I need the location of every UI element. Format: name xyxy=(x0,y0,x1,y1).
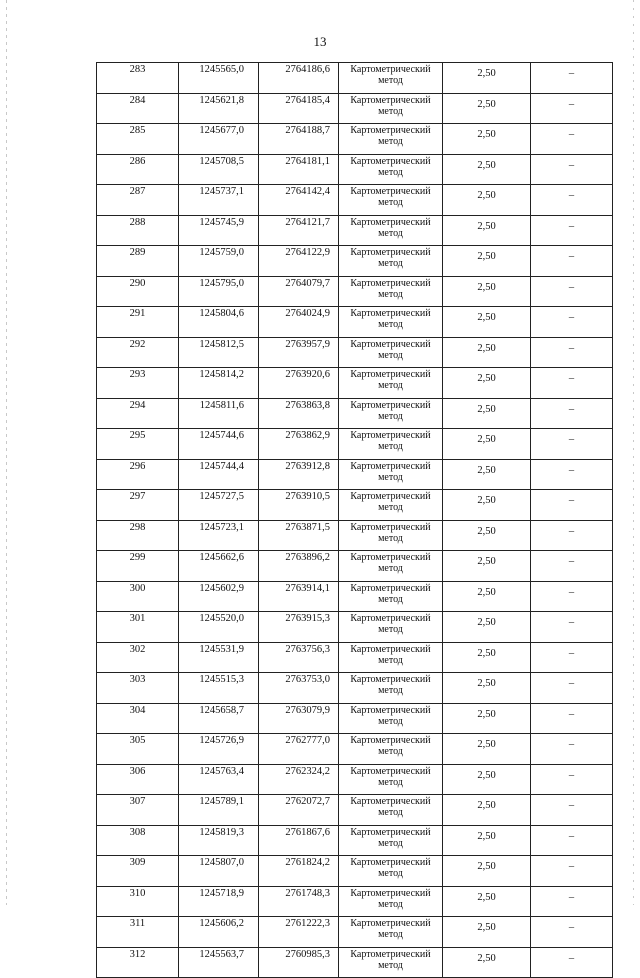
y-coordinate-cell: 2764185,4 xyxy=(259,93,339,124)
point-number-cell: 293 xyxy=(97,368,179,399)
note-cell: – xyxy=(531,429,613,460)
y-coordinate-cell: 2763912,8 xyxy=(259,459,339,490)
method-cell xyxy=(339,673,443,704)
y-coordinate-cell: 2764024,9 xyxy=(259,307,339,338)
point-number-cell: 287 xyxy=(97,185,179,216)
y-coordinate-cell: 2761748,3 xyxy=(259,886,339,917)
method-line: метод xyxy=(378,471,403,483)
accuracy-cell: 2,50 xyxy=(443,368,531,399)
method-line: Картометрический xyxy=(350,521,431,533)
x-coordinate-cell: 1245744,4 xyxy=(179,459,259,490)
method-line: метод xyxy=(378,349,403,361)
method-cell xyxy=(339,581,443,612)
method-line: Картометрический xyxy=(350,826,431,838)
method-cell xyxy=(339,124,443,155)
point-number-cell: 286 xyxy=(97,154,179,185)
x-coordinate-cell: 1245520,0 xyxy=(179,612,259,643)
method-line: метод xyxy=(378,929,403,940)
note-cell: – xyxy=(531,63,613,94)
method-cell xyxy=(339,337,443,368)
x-coordinate-cell: 1245804,6 xyxy=(179,307,259,338)
table-row xyxy=(97,703,613,734)
method-line: метод xyxy=(378,227,403,239)
x-coordinate-cell: 1245812,5 xyxy=(179,337,259,368)
note-cell: – xyxy=(531,520,613,551)
point-number-cell: 284 xyxy=(97,93,179,124)
method-line: Картометрический xyxy=(350,64,431,75)
note-cell: – xyxy=(531,764,613,795)
method-cell xyxy=(339,703,443,734)
y-coordinate-cell: 2763753,0 xyxy=(259,673,339,704)
method-line: метод xyxy=(378,319,403,330)
note-cell: – xyxy=(531,490,613,521)
x-coordinate-cell: 1245726,9 xyxy=(179,734,259,765)
note-cell: – xyxy=(531,917,613,948)
method-line: Картометрический xyxy=(350,94,431,106)
method-line: метод xyxy=(378,410,403,422)
method-line: метод xyxy=(378,746,403,757)
method-line: Картометрический xyxy=(350,552,431,563)
table-row xyxy=(97,825,613,856)
table-row xyxy=(97,551,613,582)
note-cell: – xyxy=(531,581,613,612)
note-cell: – xyxy=(531,276,613,307)
accuracy-cell: 2,50 xyxy=(443,795,531,826)
y-coordinate-cell: 2763957,9 xyxy=(259,337,339,368)
method-line: Картометрический xyxy=(350,338,431,350)
accuracy-cell: 2,50 xyxy=(443,246,531,277)
method-cell xyxy=(339,520,443,551)
y-coordinate-cell: 2763871,5 xyxy=(259,520,339,551)
y-coordinate-cell: 2764121,7 xyxy=(259,215,339,246)
method-line: Картометрический xyxy=(350,796,431,807)
method-line: Картометрический xyxy=(350,613,431,624)
method-cell xyxy=(339,215,443,246)
point-number-cell: 307 xyxy=(97,795,179,826)
accuracy-cell: 2,50 xyxy=(443,917,531,948)
accuracy-cell: 2,50 xyxy=(443,429,531,460)
method-line: метод xyxy=(378,532,403,544)
note-cell: – xyxy=(531,642,613,673)
method-line: метод xyxy=(378,258,403,269)
point-number-cell: 311 xyxy=(97,917,179,948)
table-row xyxy=(97,429,613,460)
method-cell xyxy=(339,154,443,185)
accuracy-cell: 2,50 xyxy=(443,581,531,612)
table-row xyxy=(97,185,613,216)
method-line: Картометрический xyxy=(350,125,431,136)
x-coordinate-cell: 1245789,1 xyxy=(179,795,259,826)
method-cell xyxy=(339,734,443,765)
method-cell xyxy=(339,886,443,917)
y-coordinate-cell: 2761824,2 xyxy=(259,856,339,887)
method-line: метод xyxy=(378,441,403,452)
note-cell: – xyxy=(531,612,613,643)
accuracy-cell: 2,50 xyxy=(443,307,531,338)
point-number-cell: 298 xyxy=(97,520,179,551)
method-line: метод xyxy=(378,288,403,300)
accuracy-cell: 2,50 xyxy=(443,947,531,978)
y-coordinate-cell: 2763920,6 xyxy=(259,368,339,399)
x-coordinate-cell: 1245795,0 xyxy=(179,276,259,307)
accuracy-cell: 2,50 xyxy=(443,459,531,490)
point-number-cell: 303 xyxy=(97,673,179,704)
x-coordinate-cell: 1245745,9 xyxy=(179,215,259,246)
table-row xyxy=(97,612,613,643)
y-coordinate-cell: 2764079,7 xyxy=(259,276,339,307)
x-coordinate-cell: 1245677,0 xyxy=(179,124,259,155)
accuracy-cell: 2,50 xyxy=(443,93,531,124)
x-coordinate-cell: 1245565,0 xyxy=(179,63,259,94)
note-cell: – xyxy=(531,947,613,978)
coordinates-table-body xyxy=(97,63,613,978)
y-coordinate-cell: 2761867,6 xyxy=(259,825,339,856)
method-line: Картометрический xyxy=(350,582,431,594)
y-coordinate-cell: 2763910,5 xyxy=(259,490,339,521)
method-cell xyxy=(339,947,443,978)
table-row xyxy=(97,581,613,612)
accuracy-cell: 2,50 xyxy=(443,185,531,216)
point-number-cell: 288 xyxy=(97,215,179,246)
point-number-cell: 291 xyxy=(97,307,179,338)
accuracy-cell: 2,50 xyxy=(443,276,531,307)
method-line: метод xyxy=(378,868,403,879)
accuracy-cell: 2,50 xyxy=(443,825,531,856)
table-row xyxy=(97,459,613,490)
y-coordinate-cell: 2763914,1 xyxy=(259,581,339,612)
point-number-cell: 285 xyxy=(97,124,179,155)
accuracy-cell: 2,50 xyxy=(443,612,531,643)
method-cell xyxy=(339,825,443,856)
method-line: Картометрический xyxy=(350,674,431,685)
table-row xyxy=(97,642,613,673)
method-line: метод xyxy=(378,959,403,971)
x-coordinate-cell: 1245718,9 xyxy=(179,886,259,917)
method-cell xyxy=(339,429,443,460)
y-coordinate-cell: 2762072,7 xyxy=(259,795,339,826)
method-line: метод xyxy=(378,197,403,208)
point-number-cell: 301 xyxy=(97,612,179,643)
table-row xyxy=(97,398,613,429)
method-line: Картометрический xyxy=(350,735,431,746)
method-line: Картометрический xyxy=(350,857,431,868)
x-coordinate-cell: 1245814,2 xyxy=(179,368,259,399)
table-row xyxy=(97,856,613,887)
y-coordinate-cell: 2764122,9 xyxy=(259,246,339,277)
x-coordinate-cell: 1245708,5 xyxy=(179,154,259,185)
method-line: Картометрический xyxy=(350,765,431,777)
point-number-cell: 290 xyxy=(97,276,179,307)
method-cell xyxy=(339,398,443,429)
method-line: Картометрический xyxy=(350,369,431,380)
point-number-cell: 304 xyxy=(97,703,179,734)
table-row xyxy=(97,307,613,338)
y-coordinate-cell: 2763862,9 xyxy=(259,429,339,460)
method-line: Картометрический xyxy=(350,216,431,228)
note-cell: – xyxy=(531,124,613,155)
point-number-cell: 308 xyxy=(97,825,179,856)
method-line: Картометрический xyxy=(350,155,431,167)
x-coordinate-cell: 1245723,1 xyxy=(179,520,259,551)
accuracy-cell: 2,50 xyxy=(443,856,531,887)
method-line: метод xyxy=(378,75,403,86)
note-cell: – xyxy=(531,368,613,399)
accuracy-cell: 2,50 xyxy=(443,520,531,551)
method-line: метод xyxy=(378,136,403,147)
note-cell: – xyxy=(531,734,613,765)
table-row xyxy=(97,795,613,826)
accuracy-cell: 2,50 xyxy=(443,642,531,673)
point-number-cell: 294 xyxy=(97,398,179,429)
point-number-cell: 310 xyxy=(97,886,179,917)
method-line: Картометрический xyxy=(350,887,431,899)
point-number-cell: 283 xyxy=(97,63,179,94)
method-line: метод xyxy=(378,685,403,696)
y-coordinate-cell: 2764186,6 xyxy=(259,63,339,94)
point-number-cell: 306 xyxy=(97,764,179,795)
method-cell xyxy=(339,185,443,216)
x-coordinate-cell: 1245737,1 xyxy=(179,185,259,216)
method-line: Картометрический xyxy=(350,399,431,411)
accuracy-cell: 2,50 xyxy=(443,764,531,795)
y-coordinate-cell: 2762324,2 xyxy=(259,764,339,795)
accuracy-cell: 2,50 xyxy=(443,734,531,765)
method-line: Картометрический xyxy=(350,186,431,197)
method-line: Картометрический xyxy=(350,247,431,258)
note-cell: – xyxy=(531,307,613,338)
note-cell: – xyxy=(531,886,613,917)
note-cell: – xyxy=(531,337,613,368)
point-number-cell: 305 xyxy=(97,734,179,765)
x-coordinate-cell: 1245606,2 xyxy=(179,917,259,948)
table-row xyxy=(97,337,613,368)
method-line: метод xyxy=(378,776,403,788)
method-line: метод xyxy=(378,563,403,574)
note-cell: – xyxy=(531,459,613,490)
table-row xyxy=(97,63,613,94)
page-number: 13 xyxy=(313,34,327,49)
method-line: метод xyxy=(378,624,403,635)
table-row xyxy=(97,734,613,765)
method-cell xyxy=(339,612,443,643)
accuracy-cell: 2,50 xyxy=(443,215,531,246)
accuracy-cell: 2,50 xyxy=(443,551,531,582)
x-coordinate-cell: 1245727,5 xyxy=(179,490,259,521)
method-line: метод xyxy=(378,898,403,910)
method-cell xyxy=(339,642,443,673)
x-coordinate-cell: 1245563,7 xyxy=(179,947,259,978)
table-row xyxy=(97,917,613,948)
table-row xyxy=(97,886,613,917)
method-line: Картометрический xyxy=(350,460,431,472)
x-coordinate-cell: 1245759,0 xyxy=(179,246,259,277)
point-number-cell: 297 xyxy=(97,490,179,521)
table-row xyxy=(97,124,613,155)
method-cell xyxy=(339,63,443,94)
note-cell: – xyxy=(531,551,613,582)
method-cell xyxy=(339,551,443,582)
method-line: Картометрический xyxy=(350,491,431,502)
x-coordinate-cell: 1245811,6 xyxy=(179,398,259,429)
table-row xyxy=(97,93,613,124)
method-cell xyxy=(339,917,443,948)
y-coordinate-cell: 2763915,3 xyxy=(259,612,339,643)
x-coordinate-cell: 1245515,3 xyxy=(179,673,259,704)
table-row xyxy=(97,764,613,795)
method-line: метод xyxy=(378,502,403,513)
table-row xyxy=(97,276,613,307)
accuracy-cell: 2,50 xyxy=(443,673,531,704)
scan-edge-left xyxy=(6,0,7,905)
accuracy-cell: 2,50 xyxy=(443,703,531,734)
method-line: метод xyxy=(378,807,403,818)
method-cell xyxy=(339,93,443,124)
method-cell xyxy=(339,246,443,277)
y-coordinate-cell: 2764188,7 xyxy=(259,124,339,155)
table-row xyxy=(97,246,613,277)
method-cell xyxy=(339,856,443,887)
method-line: Картометрический xyxy=(350,918,431,929)
point-number-cell: 312 xyxy=(97,947,179,978)
method-cell xyxy=(339,795,443,826)
note-cell: – xyxy=(531,398,613,429)
method-line: метод xyxy=(378,380,403,391)
y-coordinate-cell: 2763079,9 xyxy=(259,703,339,734)
note-cell: – xyxy=(531,246,613,277)
method-cell xyxy=(339,459,443,490)
table-row xyxy=(97,673,613,704)
accuracy-cell: 2,50 xyxy=(443,154,531,185)
point-number-cell: 309 xyxy=(97,856,179,887)
x-coordinate-cell: 1245602,9 xyxy=(179,581,259,612)
method-line: метод xyxy=(378,593,403,605)
y-coordinate-cell: 2762777,0 xyxy=(259,734,339,765)
coordinates-table xyxy=(96,62,613,978)
note-cell: – xyxy=(531,856,613,887)
accuracy-cell: 2,50 xyxy=(443,490,531,521)
point-number-cell: 289 xyxy=(97,246,179,277)
accuracy-cell: 2,50 xyxy=(443,398,531,429)
method-line: метод xyxy=(378,166,403,178)
point-number-cell: 300 xyxy=(97,581,179,612)
point-number-cell: 299 xyxy=(97,551,179,582)
y-coordinate-cell: 2760985,3 xyxy=(259,947,339,978)
point-number-cell: 292 xyxy=(97,337,179,368)
note-cell: – xyxy=(531,825,613,856)
accuracy-cell: 2,50 xyxy=(443,124,531,155)
table-row xyxy=(97,215,613,246)
table-row xyxy=(97,154,613,185)
method-line: Картометрический xyxy=(350,308,431,319)
note-cell: – xyxy=(531,93,613,124)
method-cell xyxy=(339,368,443,399)
method-line: Картометрический xyxy=(350,430,431,441)
y-coordinate-cell: 2763756,3 xyxy=(259,642,339,673)
method-line: Картометрический xyxy=(350,704,431,716)
x-coordinate-cell: 1245819,3 xyxy=(179,825,259,856)
x-coordinate-cell: 1245621,8 xyxy=(179,93,259,124)
note-cell: – xyxy=(531,673,613,704)
method-line: метод xyxy=(378,654,403,666)
point-number-cell: 296 xyxy=(97,459,179,490)
x-coordinate-cell: 1245763,4 xyxy=(179,764,259,795)
point-number-cell: 302 xyxy=(97,642,179,673)
method-line: Картометрический xyxy=(350,277,431,289)
table-row xyxy=(97,520,613,551)
note-cell: – xyxy=(531,154,613,185)
y-coordinate-cell: 2761222,3 xyxy=(259,917,339,948)
note-cell: – xyxy=(531,795,613,826)
note-cell: – xyxy=(531,215,613,246)
x-coordinate-cell: 1245662,6 xyxy=(179,551,259,582)
method-cell xyxy=(339,490,443,521)
y-coordinate-cell: 2763896,2 xyxy=(259,551,339,582)
method-line: Картометрический xyxy=(350,948,431,960)
x-coordinate-cell: 1245744,6 xyxy=(179,429,259,460)
method-cell xyxy=(339,307,443,338)
table-row xyxy=(97,490,613,521)
note-cell: – xyxy=(531,185,613,216)
method-line: метод xyxy=(378,837,403,849)
method-line: метод xyxy=(378,105,403,117)
point-number-cell: 295 xyxy=(97,429,179,460)
method-line: метод xyxy=(378,715,403,727)
y-coordinate-cell: 2764181,1 xyxy=(259,154,339,185)
x-coordinate-cell: 1245807,0 xyxy=(179,856,259,887)
method-line: Картометрический xyxy=(350,643,431,655)
note-cell: – xyxy=(531,703,613,734)
accuracy-cell: 2,50 xyxy=(443,63,531,94)
y-coordinate-cell: 2763863,8 xyxy=(259,398,339,429)
table-row xyxy=(97,368,613,399)
accuracy-cell: 2,50 xyxy=(443,886,531,917)
method-cell xyxy=(339,276,443,307)
accuracy-cell: 2,50 xyxy=(443,337,531,368)
x-coordinate-cell: 1245531,9 xyxy=(179,642,259,673)
table-row xyxy=(97,947,613,978)
x-coordinate-cell: 1245658,7 xyxy=(179,703,259,734)
scan-edge-right xyxy=(633,0,634,905)
method-cell xyxy=(339,764,443,795)
y-coordinate-cell: 2764142,4 xyxy=(259,185,339,216)
